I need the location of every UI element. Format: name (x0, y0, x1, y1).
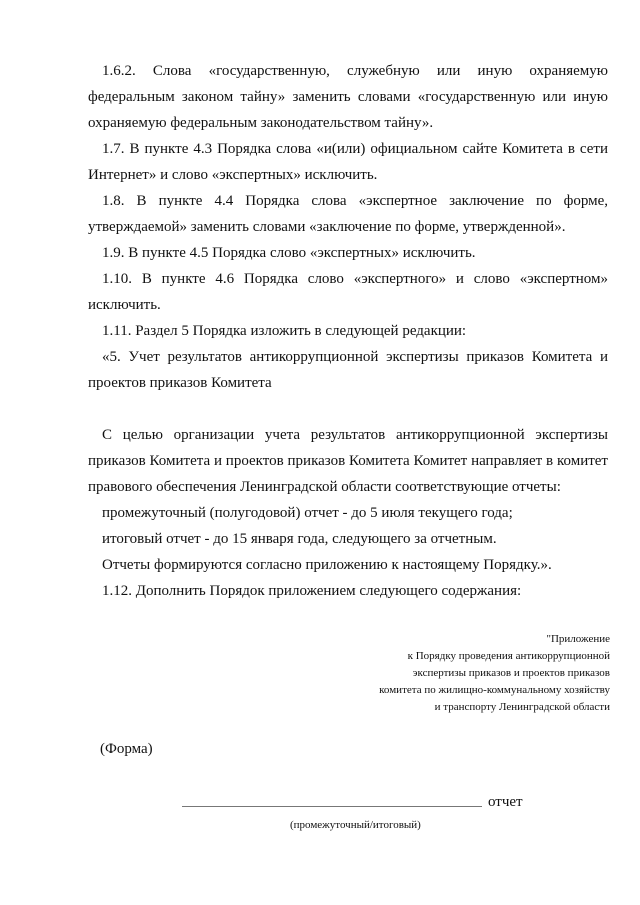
paragraph-1-10: 1.10. В пункте 4.6 Порядка слово «экспертного» и слово «экспертном» исключить. (88, 271, 608, 313)
final-report-line: итоговый отчет - до 15 января года, следующего за отчетным. (102, 531, 497, 547)
appendix-header (290, 631, 610, 716)
report-type-blank (182, 792, 482, 807)
section-5-body: С целью организации учета результатов антикоррупционной экспертизы приказов Комитета и проектов приказов Комитета Комитет направляет в комитет правового обеспечения Ленинградской области соответствующие отчеты: (88, 427, 608, 495)
appendix-line-2: к Порядку проведения антикоррупционной (407, 650, 610, 662)
appendix-line-3: экспертизы приказов и проектов приказов (412, 667, 610, 679)
paragraph-1-6-2: 1.6.2. Слова «государственную, служебную или иную охраняемую федеральным законом тайну» заменить словами «государственную или иную охраняемую федеральным законодательством тайну». (88, 63, 608, 131)
paragraph-1-9: 1.9. В пункте 4.5 Порядка слово «экспертных» исключить. (102, 245, 476, 261)
appendix-line-5: и транспорту Ленинградской области (434, 701, 610, 713)
appendix-title: "Приложение (546, 633, 610, 645)
paragraph-1-11: 1.11. Раздел 5 Порядка изложить в следующей редакции: (102, 323, 467, 339)
form-label: (Форма) (100, 741, 153, 757)
interim-report-line: промежуточный (полугодовой) отчет - до 5 июля текущего года; (102, 505, 513, 521)
section-5-title: «5. Учет результатов антикоррупционной экспертизы приказов Комитета и проектов приказов Комитета (88, 349, 608, 391)
appendix-line-4: комитета по жилищно-коммунальному хозяйству (379, 684, 610, 696)
paragraph-1-12: 1.12. Дополнить Порядок приложением следующего содержания: (102, 583, 522, 599)
reports-formed-line: Отчеты формируются согласно приложению к настоящему Порядку.». (102, 557, 552, 573)
report-type-caption: (промежуточный/итоговый) (290, 819, 421, 831)
paragraph-1-8: 1.8. В пункте 4.4 Порядка слова «экспертное заключение по форме, утверждаемой» заменить словами «заключение по форме, утвержденной». (88, 193, 608, 235)
report-title-line (182, 792, 523, 813)
paragraph-1-7: 1.7. В пункте 4.3 Порядка слова «и(или) официальном сайте Комитета в сети Интернет» и слово «экспертных» исключить. (88, 141, 608, 183)
report-word: отчет (488, 794, 523, 810)
